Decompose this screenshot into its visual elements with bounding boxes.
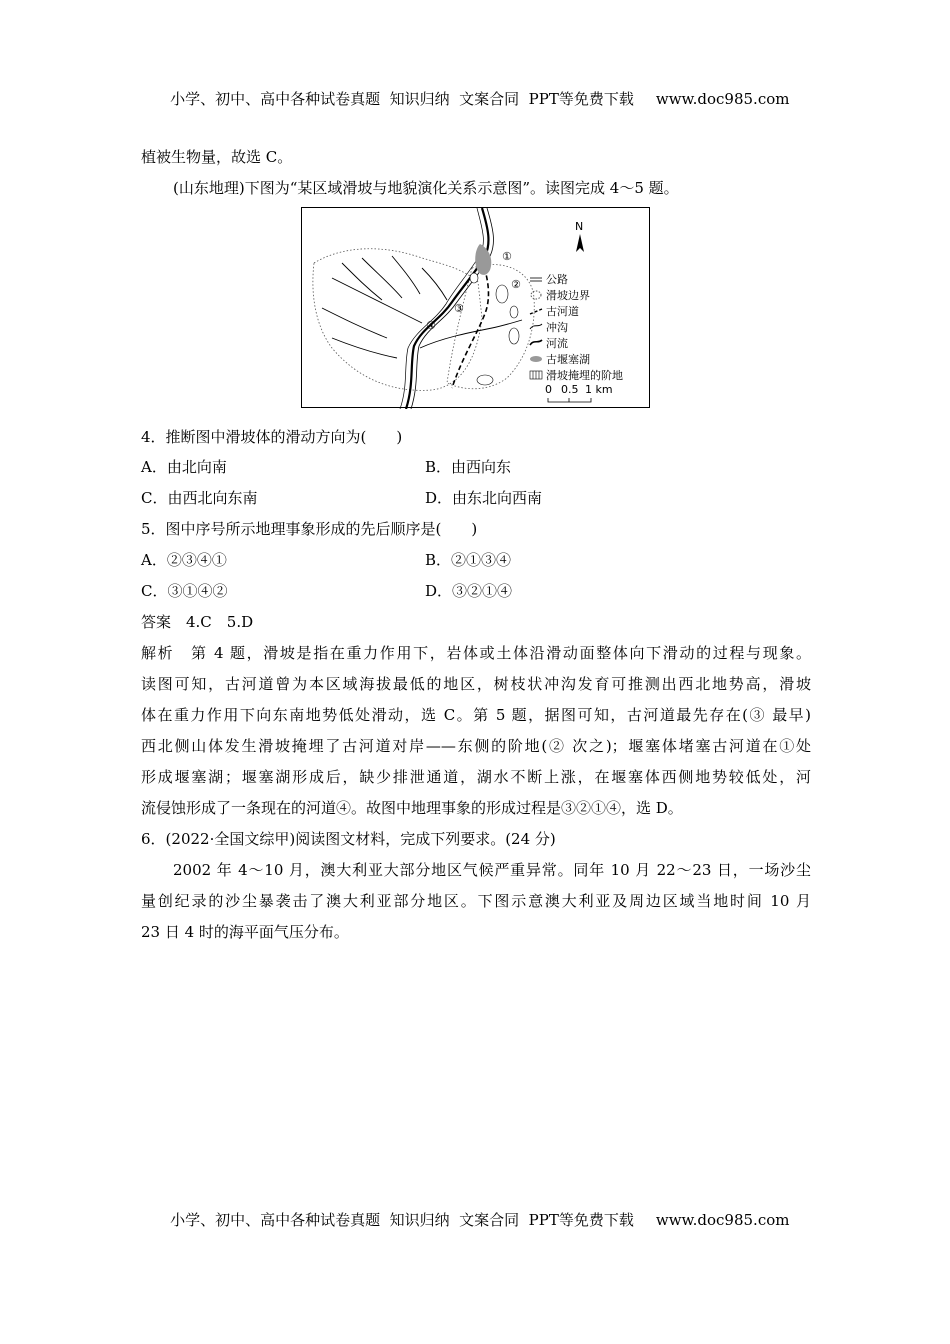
- legend-river: 河流: [546, 337, 568, 350]
- scale-label-0: 0: [545, 383, 552, 396]
- header-text: 小学、初中、高中各种试卷真题 知识归纳 文案合同 PPT等免费下载: [170, 90, 634, 108]
- marker-3: ③: [454, 302, 464, 315]
- q5-option-b: B．②①③④: [425, 551, 512, 569]
- page-footer: [0, 1191, 950, 1230]
- answer-line: 答案 4.C 5.D: [141, 613, 254, 631]
- map-legend: [530, 273, 623, 382]
- marker-1: ①: [502, 250, 512, 263]
- analysis-line-4: 西北侧山体发生滑坡掩埋了古河道对岸——东侧的阶地(② 次之)；堰塞体堵塞古河道在①处: [141, 737, 811, 755]
- landslide-map: [302, 208, 651, 409]
- gully: [332, 278, 422, 323]
- legend-ancient-channel: 古河道: [546, 305, 579, 318]
- legend-gully: 冲沟: [546, 321, 568, 334]
- legend-landslide-boundary: 滑坡边界: [546, 289, 590, 302]
- q4-option-d: D．由东北向西南: [425, 489, 543, 507]
- marker-2: ②: [511, 278, 521, 291]
- q6-para-line-3: 23 日 4 时的海平面气压分布。: [141, 923, 349, 941]
- q4-option-a: A．由北向南: [141, 458, 227, 476]
- marker-4: ④: [426, 319, 436, 332]
- analysis-line-1: 解析 第 4 题，滑坡是指在重力作用下，岩体或土体沿滑动面整体向下滑动的过程与现象。: [141, 644, 811, 662]
- q5-option-d: D．③②①④: [425, 582, 513, 600]
- scale-bar: [545, 383, 613, 402]
- main-river: [406, 208, 488, 409]
- header-site[interactable]: www.doc985.com: [655, 90, 790, 108]
- q5-option-c: C．③①④②: [141, 582, 228, 600]
- q5-stem: 5．图中序号所示地理事象形成的先后顺序是( ): [141, 520, 478, 538]
- q5-option-a: A．②③④①: [141, 551, 227, 569]
- analysis-line-5: 形成堰塞湖；堰塞湖形成后，缺少排泄通道，湖水不断上涨，在堰塞体西侧地势较低处，河: [141, 768, 811, 786]
- analysis-line-6: 流侵蚀形成了一条现在的河道④。故图中地理事象的形成过程是③②①④，选 D。: [141, 799, 683, 817]
- north-label: N: [575, 220, 584, 233]
- q4-stem: 4．推断图中滑坡体的滑动方向为( ): [141, 428, 403, 446]
- q6-para-line-1: 2002 年 4～10 月，澳大利亚大部分地区气候严重异常。同年 10 月 22～23 日，一场沙尘: [173, 861, 811, 879]
- ancient-dammed-lake: [475, 244, 491, 275]
- q4-option-c: C．由西北向东南: [141, 489, 258, 507]
- scale-label-05: 0.5: [561, 383, 579, 396]
- analysis-line-2: 读图可知，古河道曾为本区域海拔最低的地区，树枝状冲沟发育可推测出西北地势高，滑坡: [141, 675, 811, 693]
- question-intro: (山东地理)下图为“某区域滑坡与地貌演化关系示意图”。读图完成 4～5 题。: [173, 179, 679, 197]
- analysis-line-3: 体在重力作用下向东南地势低处滑动，选 C。第 5 题，据图可知，古河道最先存在(③ 最早): [141, 706, 811, 724]
- q6-para-line-2: 量创纪录的沙尘暴袭击了澳大利亚部分地区。下图示意澳大利亚及周边区域当地时间 10 月: [141, 892, 811, 910]
- footer-site[interactable]: www.doc985.com: [655, 1211, 790, 1229]
- landslide-map-figure: [301, 207, 650, 408]
- prev-answer-tail: 植被生物量，故选 C。: [141, 148, 293, 166]
- legend-buried-terrace: 滑坡掩埋的阶地: [546, 369, 623, 382]
- watershed-boundary: [313, 249, 482, 391]
- legend-dammed-lake: 古堰塞湖: [546, 353, 590, 366]
- road: [400, 208, 483, 409]
- q6-stem: 6．(2022·全国文综甲)阅读图文材料，完成下列要求。(24 分): [141, 830, 556, 848]
- scale-label-1: 1 km: [585, 383, 613, 396]
- footer-text: 小学、初中、高中各种试卷真题 知识归纳 文案合同 PPT等免费下载: [170, 1211, 634, 1229]
- legend-road: 公路: [546, 273, 568, 286]
- north-arrow-icon: [576, 234, 584, 252]
- page-header: [0, 70, 950, 109]
- q4-option-b: B．由西向东: [425, 458, 512, 476]
